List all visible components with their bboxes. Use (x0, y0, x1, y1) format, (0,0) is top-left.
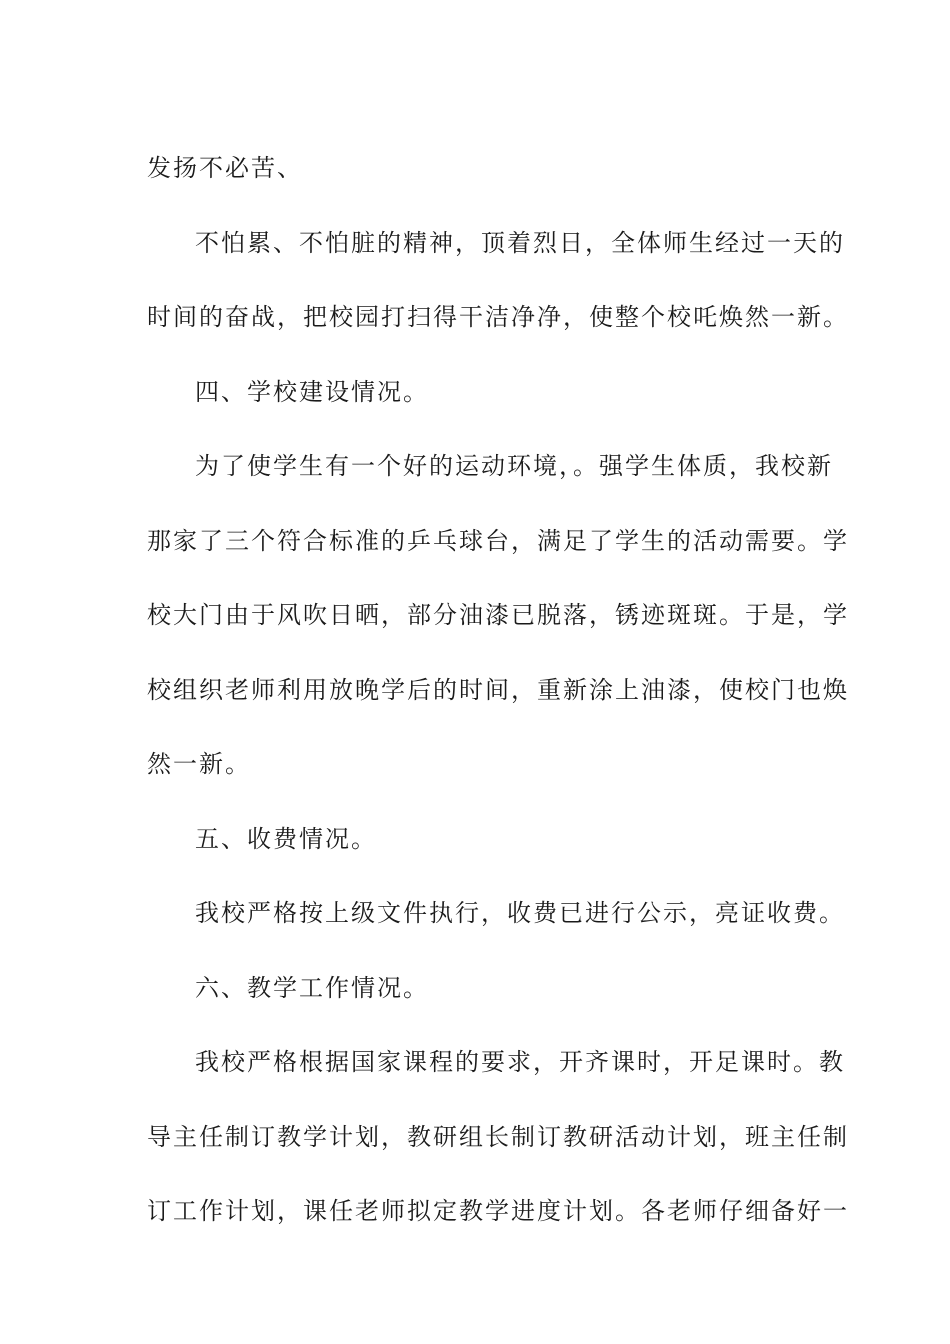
text-line: 六、教学工作情况。 (195, 973, 429, 1002)
text-line: 我校严格按上级文件执行，收费已进行公示，亮证收费。 (195, 899, 845, 927)
text-line: 校大门由于风吹日晒，部分油漆已脱落，锈迹斑斑。于是，学 (147, 601, 849, 629)
text-line: 订工作计划，课任老师拟定教学进度计划。各老师仔细备好一 (147, 1197, 849, 1225)
text-line: 我校严格根据国家课程的要求，开齐课时，开足课时。教 (195, 1048, 845, 1076)
text-line: 然一新。 (147, 750, 251, 778)
text-line: 四、学校建设情况。 (195, 377, 429, 406)
document-body (147, 131, 849, 1249)
text-line: 导主任制订教学计划，教研组长制订教研活动计划，班主任制 (147, 1122, 849, 1151)
text-line: 那家了三个符合标准的乒乓球台，满足了学生的活动需要。学 (147, 526, 849, 555)
text-line: 为了使学生有一个好的运动环境，。强学生体质，我校新 (195, 452, 833, 480)
text-line: 不怕累、不怕脏的精神，顶着烈日，全体师生经过一天的 (195, 228, 845, 257)
text-line: 校组织老师利用放晚学后的时间，重新涂上油漆，使校门也焕 (147, 675, 849, 704)
text-line: 发扬不必苦、 (147, 154, 303, 182)
text-line: 五、收费情况。 (195, 824, 377, 853)
text-line: 时间的奋战，把校园打扫得干洁净净，使整个校吒焕然一新。 (147, 303, 849, 331)
